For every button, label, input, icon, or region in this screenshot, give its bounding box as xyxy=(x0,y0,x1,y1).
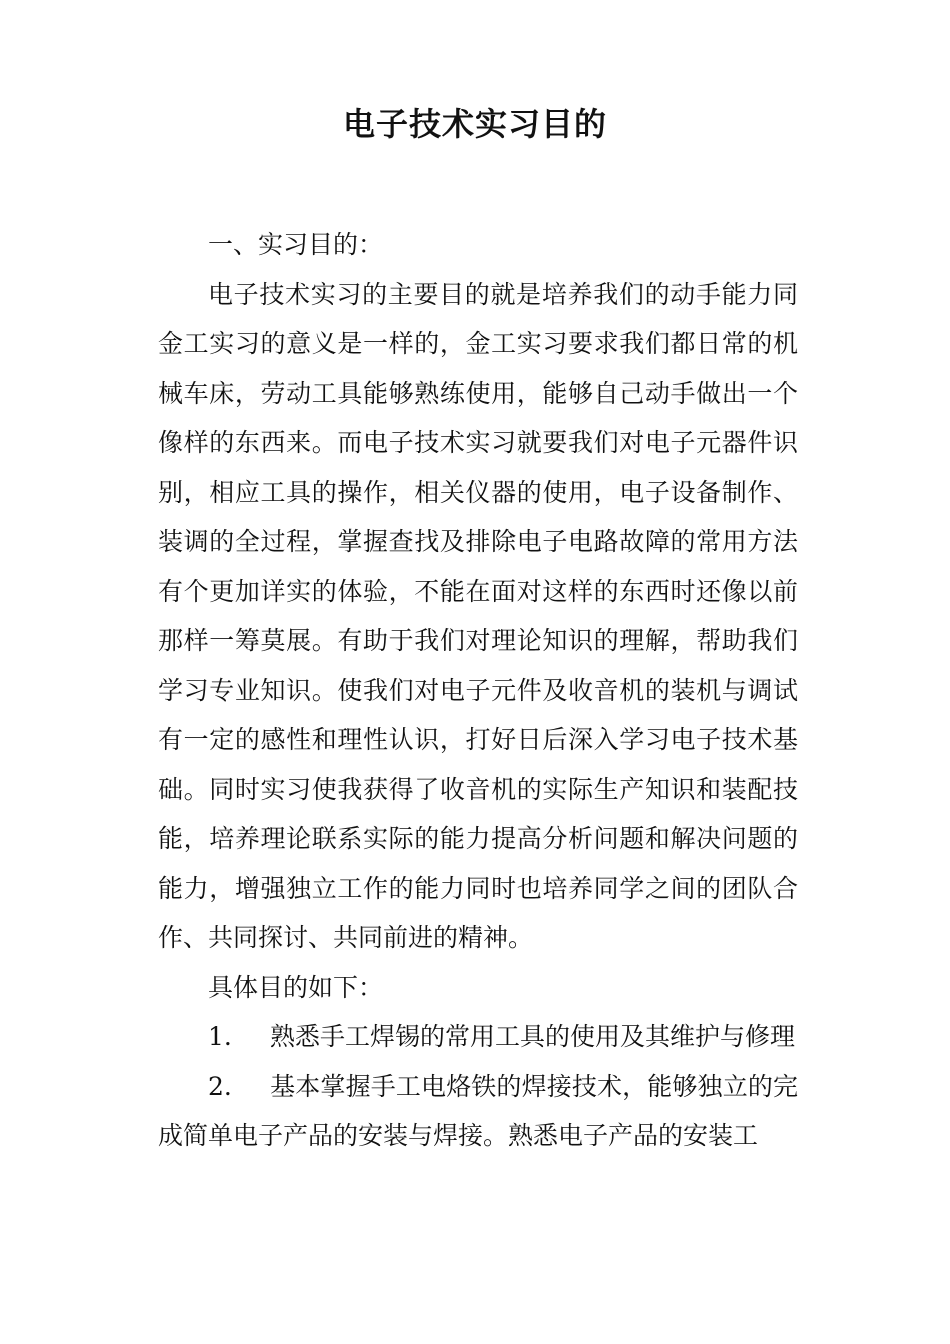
list-item-text: 基本掌握手工电烙铁的焊接技术，能够独立的完成简单电子产品的安装与焊接。熟悉电子产品的安装工 xyxy=(158,1071,798,1150)
document-title: 电子技术实习目的 xyxy=(342,105,607,143)
list-item xyxy=(158,1012,798,1062)
list-intro: 具体目的如下： xyxy=(208,972,384,1002)
document-body xyxy=(158,220,798,1161)
list-item-number: 1. xyxy=(208,1022,232,1051)
list-item-number: 2. xyxy=(208,1071,232,1101)
list-item-text: 熟悉手工焊锡的常用工具的使用及其维护与修理 xyxy=(270,1022,796,1051)
list-item xyxy=(158,1062,798,1161)
main-paragraph: 电子技术实习的主要目的就是培养我们的动手能力同金工实习的意义是一样的，金工实习要求我们都日常的机械车床，劳动工具能够熟练使用，能够自己动手做出一个像样的东西来。而电子技术实习就要我们对电子元器件识别，相应工具的操作，相关仪器的使用，电子设备制作、装调的全过程，掌握查找及排除电子电路故障的常用方法有个更加详实的体验，不能在面对这样的东西时还像以前那样一筹莫展。有助于我们对理论知识的理解，帮助我们学习专业知识。使我们对电子元件及收音机的装机与调试有一定的感性和理性认识，打好日后深入学习电子技术基础。同时实习使我获得了收音机的实际生产知识和装配技能，培养理论联系实际的能力提高分析问题和解决问题的能力，增强独立工作的能力同时也培养同学之间的团队合作、共同探讨、共同前进的精神。 xyxy=(158,279,798,952)
section-heading: 一、实习目的： xyxy=(208,230,384,259)
